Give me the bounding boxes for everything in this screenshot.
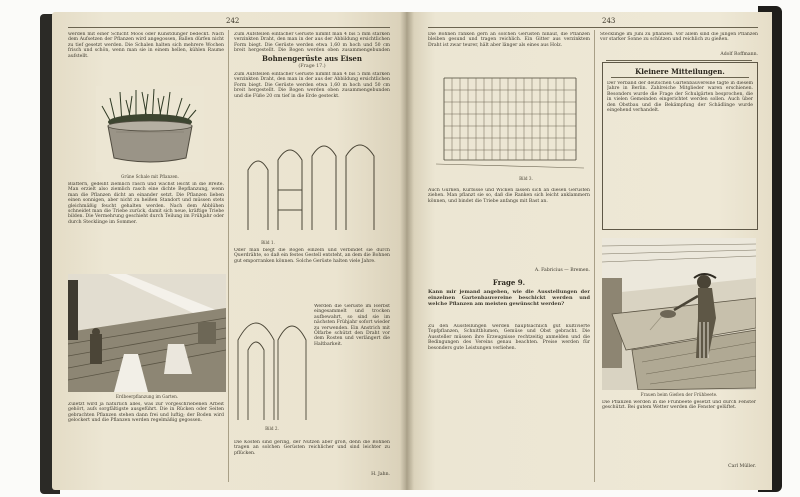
article-subtitle: (Frage 17.) [298, 64, 326, 69]
author-signature: H. Jahn. [371, 472, 390, 477]
body-text: Werden die Gerüste im Herbst eingesammelt und trocken aufbewahrt, so sind sie im nächsten Frühjahr sofort wieder zu verwenden. Ein Anstrich mit Ölfarbe schützt den Draht vor dem Rosten und verlängert die Haltbarkeit. [314, 304, 390, 347]
author-signature: Carl Müller. [728, 464, 756, 469]
book-gutter [400, 12, 414, 490]
header-rule [68, 27, 390, 28]
open-book [52, 12, 778, 490]
body-text: Die Bohnen ranken gern an solchen Gerüsten hinauf, die Pflanzen bleiben gesund und tragen reichlich. Ein Gitter aus verzinktem Draht ist zwar teurer, hält aber länger als eines aus Holz. [428, 32, 590, 48]
body-text: Zum Aufstellen einfacher Gerüste nimmt man 4 bis 5 mm starken verzinkten Draht, den man in der aus der Abbildung ersichtlichen Form biegt. Die Gerüste werden etwa 1,60 m hoch und 50 cm breit hergestellt. Die Bogen werden oben zusammengebunden und die Füße 20 cm tief in die Erde gesteckt. [234, 72, 390, 99]
section-rule [611, 77, 749, 78]
photo-caption: Erdbeerpflanzung im Garten. [115, 394, 179, 399]
author-signature: Adolf Roffmann. [720, 52, 758, 57]
page-number: 242 [226, 17, 240, 25]
body-text: Zuletzt wird ja natürlich alles, was zur vorgeschriebenen Arbeit gehört, aufs sorgfältigste ausgeführt. Die in Rücken oder Seiten gebrachten Pflanzen stehen dann frei und luftig; der Boden wird gelockert und die Pflanzen werden regelmäßig gegossen. [68, 402, 224, 424]
question-title: Frage 9. [492, 278, 526, 287]
page-number: 243 [602, 17, 616, 25]
trellis-figure-3 [436, 64, 584, 174]
body-text: Zum Aufstellen einfacher Gerüste nimmt man 4 bis 5 mm starken verzinkten Draht, den man in der aus der Abbildung ersichtlichen Form biegt. Die Gerüste werden etwa 1,60 m hoch und 50 cm breit hergestellt. Die Bogen werden oben zusammengebunden [234, 32, 390, 52]
column-divider [228, 30, 229, 482]
article-title: Bohnengerüste aus Eisen [262, 54, 362, 63]
strawberry-field-photo [68, 274, 226, 392]
figure-caption: Bild 1. [261, 240, 275, 245]
body-text: werden mit einer Schicht Moos oder Kunstdünger bedeckt. Nach dem Aufsetzen der Pflanzen wird angegossen, Ballen dürfen nicht zu tief gesetzt werden. Die Schalen halten sich mehrere Wochen frisch und schön, wenn man sie in einem hellen, kühlen Raume aufstellt. [68, 32, 224, 59]
photo-caption: Frauen beim Gießen der Frühbeete. [640, 392, 718, 397]
photo-caption: Grüne Schale mit Pflanzen. [121, 174, 179, 179]
body-text: Stecklinge im Juni zu pflanzen. Vor allem sind die jungen Pflanzen vor starker Sonne zu schützen und reichlich zu gießen. [600, 32, 758, 43]
question-intro: Kann mir jemand angeben, wie die Ausstellungen der einzelnen Gartenbauvereine beschickt werden und welche Pflanzen am meisten gewünscht werden? [428, 289, 590, 307]
body-text: Oder man biegt die Bogen einzeln und verbindet sie durch Querdrähte, so daß ein festes Gestell entsteht, an dem die Bohnen gut emporranken können. Solche Gerüste halten viele Jahre. [234, 248, 390, 264]
announcements-box [602, 62, 758, 230]
figure-caption: Bild 2. [265, 426, 279, 431]
garden-woman-photo [602, 238, 756, 390]
body-text: Der Verband der deutschen Gartenbauvereine tagte in diesem Jahre in Berlin. Zahlreiche Mitglieder waren erschienen. Besonders wurde die Frage der Schulgärten besprochen, die in vielen Gemeinden eingerichtet werden sollen. Auch über den Obstbau und die Bekämpfung der Schädlinge wurde eingehend verhandelt. [607, 81, 753, 114]
header-rule [428, 27, 758, 28]
body-text: Zu den Ausstellungen werden hauptsächlich gut kultivierte Topfpflanzen, Schnittblumen, Gemüse und Obst gebracht. Die Aussteller müssen ihre Erzeugnisse rechtzeitig anmelden und die Bedingungen des Vereins genau beachten. Preise werden für besonders gute Leistungen verliehen. [428, 324, 590, 351]
plant-bowl-photo [96, 86, 204, 172]
left-page [52, 12, 406, 490]
wire-frame-figure-2 [234, 300, 310, 424]
section-rule [606, 60, 752, 61]
wire-frame-figure-1 [242, 130, 388, 238]
figure-caption: Bild 3. [519, 176, 533, 181]
body-text: Die Pflanzen werden in die Frühbeete gesetzt und durch Fenster geschützt. Bei gutem Wetter werden die Fenster gelüftet. [602, 400, 756, 411]
section-title: Kleinere Mitteilungen. [635, 67, 725, 76]
right-page [406, 12, 772, 490]
column-divider [594, 30, 595, 482]
body-text: Die Kosten sind gering, der Nutzen aber groß, denn die Bohnen tragen an solchen Gerüsten reichlicher und sind leichter zu pflücken. [234, 440, 390, 456]
body-text: Blättern, gedeiht ziemlich rasch und wächst leicht in die Breite. Man erzielt also ziemlich rasch eine dichte Bepflanzung, wenn man die Pflanzen dicht an einander setzt. Die Pflanzen lieben einen sonnigen, aber nicht zu heißen Standort und müssen stets gleichmäßig feucht gehalten werden. Nach dem Abblühen schneidet man die Triebe zurück, damit sich neue, kräftige Triebe bilden. Die Vermehrung geschieht durch Teilung im Frühjahr oder durch Stecklinge im Sommer. [68, 182, 224, 225]
author-signature: A. Fabricius — Bremen. [534, 268, 590, 273]
body-text: Auch Gurken, Kürbisse und Wicken lassen sich an diesen Gerüsten ziehen. Man pflanzt sie so, daß die Ranken sich leicht anklammern können, und bindet die Triebe anfangs mit Bast an. [428, 188, 590, 204]
